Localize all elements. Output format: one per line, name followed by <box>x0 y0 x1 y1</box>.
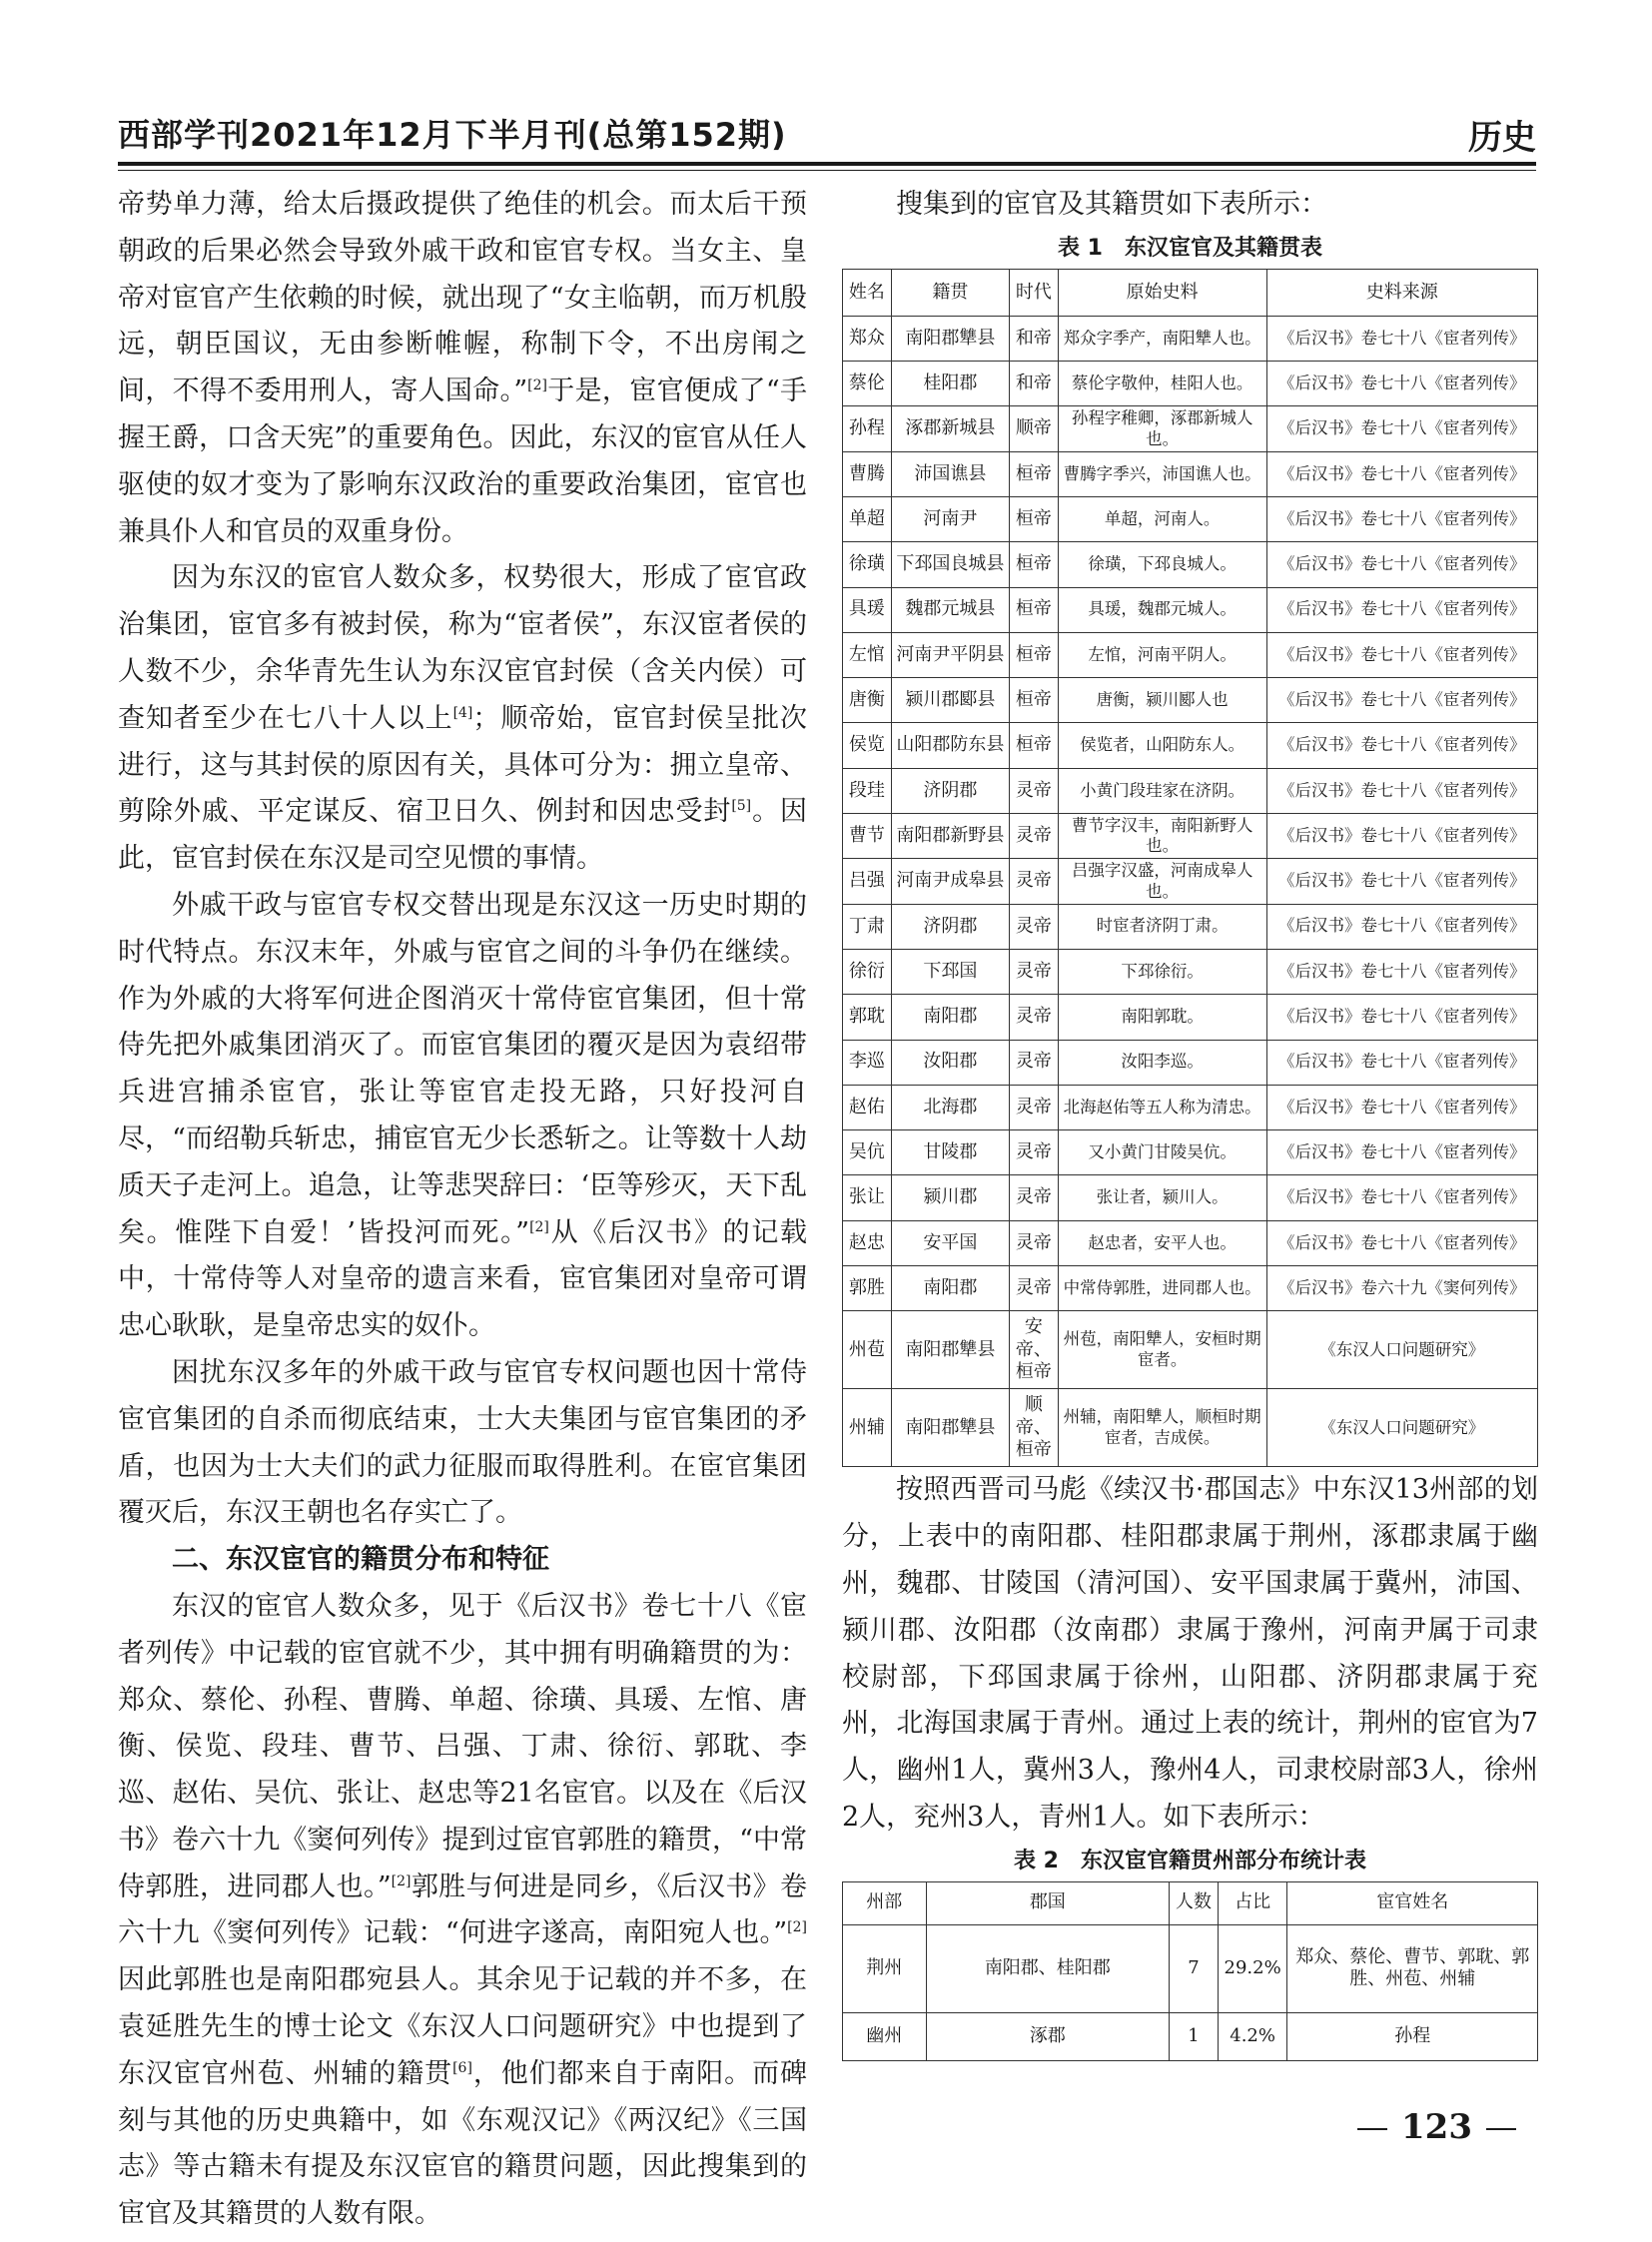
table-cell: 北海赵佑等五人称为清忠。 <box>1058 1085 1266 1129</box>
section-label: 历史 <box>1468 118 1536 158</box>
table-row <box>843 1040 1538 1085</box>
table-cell: 具瑗，魏郡元城人。 <box>1058 587 1266 632</box>
text-span: 于是，宦官便成了“手握王爵，口含天宪”的重要角色。因此，东汉的宦官从任人驱使的奴才变为了影响东汉政治的重要政治集团，宦官也兼具仆人和官员的双重身份。 <box>118 375 807 547</box>
table-cell: 丁肃 <box>843 904 892 949</box>
text-span: 外戚干政与宦官专权交替出现是东汉这一历史时期的时代特点。东汉末年，外戚与宦官之间的斗争仍在继续。作为外戚的大将军何进企图消灭十常侍宦官集团，但十常侍先把外戚集团消灭了。而宦官集团的覆灭是因为袁绍带兵进宫捕杀宦官，张让等宦官走投无路，只好投河自尽，“而绍勒兵斩忠，捕宦官无少长悉斩之。让等数十人劫质天子走河上。追急，让等悲哭辞曰：‘臣等殄灭，天下乱矣。惟陛下自爱！’皆投河而死。” <box>118 889 807 1248</box>
table-row <box>843 1130 1538 1175</box>
table-cell: 《后汉书》卷七十八《宦者列传》 <box>1266 1175 1537 1220</box>
paragraph <box>118 1584 807 2238</box>
table-cell: 《后汉书》卷七十八《宦者列传》 <box>1266 768 1537 813</box>
text-span: 郭胜与何进是同乡，《后汉书》卷六十九《窦何列传》记载：“何进字遂高，南阳宛人也。” <box>118 1870 807 1949</box>
table-cell: 灵帝 <box>1010 814 1059 859</box>
table-cell: 颍川郡 <box>891 1175 1009 1220</box>
page-number <box>1343 2107 1530 2147</box>
table-row <box>843 904 1538 949</box>
table-cell: 单超 <box>843 496 892 541</box>
table-cell: 《后汉书》卷七十八《宦者列传》 <box>1266 1220 1537 1265</box>
paragraph: 困扰东汉多年的外戚干政与宦官专权问题也因十常侍宦官集团的自杀而彻底结束，士大夫集团与宦官集团的矛盾，也因为士大夫们的武力征服而取得胜利。在宦官集团覆灭后，东汉王朝也名存实亡了。 <box>118 1356 807 1529</box>
table2 <box>842 1881 1538 2061</box>
table-cell: 灵帝 <box>1010 1266 1059 1311</box>
table-cell: 安平国 <box>891 1220 1009 1265</box>
citation: [2] <box>527 377 547 394</box>
table-cell: 又小黄门甘陵吴伉。 <box>1058 1130 1266 1175</box>
table2-caption: 表 2 东汉宦官籍贯州部分布统计表 <box>1014 1848 1366 1873</box>
citation: [2] <box>529 1218 549 1235</box>
table-cell: 下邳国良城县 <box>891 542 1009 587</box>
table-cell: 魏郡元城县 <box>891 587 1009 632</box>
table-row <box>843 632 1538 677</box>
table-cell: 灵帝 <box>1010 768 1059 813</box>
table-cell: 《后汉书》卷七十八《宦者列传》 <box>1266 542 1537 587</box>
table-cell: 灵帝 <box>1010 1130 1059 1175</box>
table-cell: 《后汉书》卷七十八《宦者列传》 <box>1266 1040 1537 1085</box>
table-cell: 桂阳郡 <box>891 362 1009 406</box>
table-cell: 汝阳李巡。 <box>1058 1040 1266 1085</box>
dash-left <box>1357 2128 1387 2130</box>
table-cell: 7 <box>1170 1924 1219 2012</box>
running-header <box>118 110 1536 158</box>
table-row <box>843 768 1538 813</box>
column-header: 人数 <box>1170 1881 1219 1924</box>
table-row <box>843 859 1538 904</box>
column-header: 姓名 <box>843 269 892 316</box>
table-row <box>843 316 1538 361</box>
table-cell: 州苞，南阳犨人，安桓时期宦者。 <box>1058 1311 1266 1389</box>
table-cell: 灵帝 <box>1010 995 1059 1040</box>
text-span: 因此郭胜也是南阳郡宛县人。其余见于记载的并不多，在袁延胜先生的博士论文《东汉人口问题研究》中也提到了东汉宦官州苞、州辅的籍贯 <box>118 1964 807 2089</box>
table-row <box>843 1389 1538 1467</box>
table-cell: 灵帝 <box>1010 1175 1059 1220</box>
table-cell: 州苞 <box>843 1311 892 1389</box>
dash-right <box>1486 2128 1516 2130</box>
table-cell: 桓帝 <box>1010 451 1059 496</box>
table-cell: 《后汉书》卷七十八《宦者列传》 <box>1266 316 1537 361</box>
column-header: 史料来源 <box>1266 269 1537 316</box>
table-row <box>843 542 1538 587</box>
table-row <box>843 496 1538 541</box>
table-cell: 桓帝 <box>1010 496 1059 541</box>
text-span: 从《后汉书》的记载中，十常侍等人对皇帝的遗言来看，宦官集团对皇帝可谓忠心耿耿，是皇帝忠实的奴仆。 <box>118 1216 808 1342</box>
table-row <box>843 1220 1538 1265</box>
table-row <box>843 949 1538 994</box>
table-cell: 1 <box>1170 2012 1219 2060</box>
table-cell: 时宦者济阴丁肃。 <box>1058 904 1266 949</box>
table-header-row <box>843 269 1538 316</box>
table-row <box>843 995 1538 1040</box>
table-cell: 《后汉书》卷七十八《宦者列传》 <box>1266 814 1537 859</box>
table-cell: 南阳郡 <box>891 1266 1009 1311</box>
header-rule-thin <box>118 170 1536 171</box>
text-span: 因为东汉的宦官人数众多，权势很大，形成了宦官政治集团，宦官多有被封侯，称为“宦者侯”，东汉宦者侯的人数不少，余华青先生认为东汉宦官封侯（含关内侯）可查知者至少在七八十人以上 <box>118 562 807 734</box>
paragraph <box>118 182 807 555</box>
table-cell: 南阳郡犨县 <box>891 1389 1009 1467</box>
table-cell: 顺帝 <box>1010 406 1059 451</box>
table-cell: 唐衡 <box>843 678 892 723</box>
table-cell: 赵忠 <box>843 1220 892 1265</box>
table-cell: 《后汉书》卷七十八《宦者列传》 <box>1266 362 1537 406</box>
paragraph <box>118 883 807 1350</box>
table-row <box>843 362 1538 406</box>
table-row <box>843 587 1538 632</box>
paragraph: 按照西晋司马彪《续汉书·郡国志》中东汉13州部的划分，上表中的南阳郡、桂阳郡隶属于荆州，涿郡隶属于幽州，魏郡、甘陵国（清河国）、安平国隶属于冀州，沛国、颍川郡、汝阳郡（汝南郡）隶属于豫州，河南尹属于司隶校尉部，下邳国隶属于徐州，山阳郡、济阴郡隶属于兖州，北海国隶属于青州。通过上表的统计，荆州的宦官为7人，幽州1人，冀州3人，豫州4人，司隶校尉部3人，徐州2人，兖州3人，青州1人。如下表所示： <box>842 1474 1538 1833</box>
table-cell: 《后汉书》卷七十八《宦者列传》 <box>1266 632 1537 677</box>
table-cell: 29.2% <box>1218 1924 1287 2012</box>
table-cell: 唐衡，颍川郾人也 <box>1058 678 1266 723</box>
table-cell: 曹腾 <box>843 451 892 496</box>
paragraph <box>118 555 807 883</box>
table-cell: 桓帝 <box>1010 587 1059 632</box>
table-cell: 李巡 <box>843 1040 892 1085</box>
page-number-text: 123 <box>1401 2107 1472 2147</box>
table-cell: 和帝 <box>1010 362 1059 406</box>
table-cell: 沛国谯县 <box>891 451 1009 496</box>
header-rule <box>118 162 1536 166</box>
table-cell: 赵忠者，安平人也。 <box>1058 1220 1266 1265</box>
citation: [5] <box>731 798 752 815</box>
table-row <box>843 451 1538 496</box>
table-cell: 灵帝 <box>1010 1220 1059 1265</box>
table-cell: 张让者，颍川人。 <box>1058 1175 1266 1220</box>
table-cell: 颍川郡郾县 <box>891 678 1009 723</box>
column-header: 籍贯 <box>891 269 1009 316</box>
table-cell: 赵佑 <box>843 1085 892 1129</box>
table-cell: 桓帝 <box>1010 632 1059 677</box>
table-cell: 州辅，南阳犨人，顺桓时期宦者，吉成侯。 <box>1058 1389 1266 1467</box>
table-cell: 顺帝、桓帝 <box>1010 1389 1059 1467</box>
table-cell: 南阳郡犨县 <box>891 1311 1009 1389</box>
table-cell: 曹节字汉丰，南阳新野人也。 <box>1058 814 1266 859</box>
table-cell: 段珪 <box>843 768 892 813</box>
table-cell: 徐璜 <box>843 542 892 587</box>
column-header: 时代 <box>1010 269 1059 316</box>
table-cell: 河南尹平阴县 <box>891 632 1009 677</box>
citation: [4] <box>452 704 473 721</box>
table-row <box>843 1311 1538 1389</box>
table-cell: 桓帝 <box>1010 723 1059 768</box>
table-cell: 安帝、桓帝 <box>1010 1311 1059 1389</box>
table-cell: 涿郡 <box>926 2012 1170 2060</box>
table-cell: 《后汉书》卷七十八《宦者列传》 <box>1266 723 1537 768</box>
table-row <box>843 1085 1538 1129</box>
table-row <box>843 1175 1538 1220</box>
table-row <box>843 1266 1538 1311</box>
table-cell: 郭耽 <box>843 995 892 1040</box>
table-cell: 蔡伦 <box>843 362 892 406</box>
table2-body <box>843 1924 1538 2060</box>
table-cell: 北海郡 <box>891 1085 1009 1129</box>
table-cell: 灵帝 <box>1010 904 1059 949</box>
table-cell: 郑众字季产，南阳犨人也。 <box>1058 316 1266 361</box>
table-cell: 汝阳郡 <box>891 1040 1009 1085</box>
table-cell: 和帝 <box>1010 316 1059 361</box>
column-header: 原始史料 <box>1058 269 1266 316</box>
column-header: 郡国 <box>926 1881 1170 1924</box>
table-cell: 《东汉人口问题研究》 <box>1266 1389 1537 1467</box>
table-cell: 《后汉书》卷七十八《宦者列传》 <box>1266 678 1537 723</box>
table-cell: 张让 <box>843 1175 892 1220</box>
text-span: ；顺帝始，宦官封侯呈批次进行，这与其封侯的原因有关，具体可分为：拥立皇帝、剪除外戚、平定谋反、宿卫日久、例封和因忠受封 <box>118 702 808 828</box>
citation: [6] <box>452 2059 472 2076</box>
table-cell: 《后汉书》卷七十八《宦者列传》 <box>1266 406 1537 451</box>
text-span: 。因此，宦官封侯在东汉是司空见惯的事情。 <box>118 796 808 875</box>
paragraph: 搜集到的宦官及其籍贯如下表所示： <box>896 189 1327 220</box>
table-cell: 《后汉书》卷七十八《宦者列传》 <box>1266 587 1537 632</box>
table-cell: 济阴郡 <box>891 904 1009 949</box>
table-cell: 《后汉书》卷七十八《宦者列传》 <box>1266 949 1537 994</box>
table-cell: 左悺 <box>843 632 892 677</box>
table-cell: 郭胜 <box>843 1266 892 1311</box>
table-cell: 下邳国 <box>891 949 1009 994</box>
table-cell: 《后汉书》卷七十八《宦者列传》 <box>1266 904 1537 949</box>
table-cell: 幽州 <box>843 2012 927 2060</box>
text-span: ，他们都来自于南阳。而碑刻与其他的历史典籍中，如《东观汉记》《两汉纪》《三国志》等古籍未有提及东汉宦官的籍贯问题，因此搜集到的宦官及其籍贯的人数有限。 <box>118 2057 807 2230</box>
table-cell: 河南尹 <box>891 496 1009 541</box>
table-cell: 孙程 <box>1287 2012 1538 2060</box>
table-cell: 灵帝 <box>1010 1085 1059 1129</box>
table-cell: 南阳郡、桂阳郡 <box>926 1924 1170 2012</box>
table-row <box>843 723 1538 768</box>
table-cell: 桓帝 <box>1010 542 1059 587</box>
table-cell: 具瑗 <box>843 587 892 632</box>
table-cell: 山阳郡防东县 <box>891 723 1009 768</box>
table-cell: 4.2% <box>1218 2012 1287 2060</box>
table-cell: 灵帝 <box>1010 1040 1059 1085</box>
table-cell: 南阳郭耽。 <box>1058 995 1266 1040</box>
table-cell: 侯览者，山阳防东人。 <box>1058 723 1266 768</box>
citation: [2] <box>787 1919 807 1936</box>
table-cell: 单超，河南人。 <box>1058 496 1266 541</box>
table-cell: 徐璜，下邳良城人。 <box>1058 542 1266 587</box>
table-cell: 南阳郡新野县 <box>891 814 1009 859</box>
table-cell: 荆州 <box>843 1924 927 2012</box>
table-row <box>843 2012 1538 2060</box>
table-row <box>843 678 1538 723</box>
text-span: 帝势单力薄，给太后摄政提供了绝佳的机会。而太后干预朝政的后果必然会导致外戚干政和宦官专权。当女主、皇帝对宦官产生依赖的时候，就出现了“女主临朝，而万机殷远，朝臣国议，无由参断帷幄，称制下令，不出房闱之间，不得不委用刑人，寄人国命。” <box>118 189 807 407</box>
table-cell: 《后汉书》卷七十八《宦者列传》 <box>1266 995 1537 1040</box>
table-cell: 灵帝 <box>1010 949 1059 994</box>
table-row <box>843 1924 1538 2012</box>
table-cell: 吕强字汉盛，河南成皋人也。 <box>1058 859 1266 904</box>
table-cell: 侯览 <box>843 723 892 768</box>
table-cell: 孙程 <box>843 406 892 451</box>
table-cell: 蔡伦字敬仲，桂阳人也。 <box>1058 362 1266 406</box>
table1-body <box>843 316 1538 1467</box>
column-header: 州部 <box>843 1881 927 1924</box>
column-header: 占比 <box>1218 1881 1287 1924</box>
table-cell: 南阳郡犨县 <box>891 316 1009 361</box>
table-cell: 南阳郡 <box>891 995 1009 1040</box>
table-cell: 桓帝 <box>1010 678 1059 723</box>
table-row <box>843 406 1538 451</box>
right-column <box>842 182 1538 2061</box>
table-cell: 济阴郡 <box>891 768 1009 813</box>
table-cell: 涿郡新城县 <box>891 406 1009 451</box>
table-cell: 吴伉 <box>843 1130 892 1175</box>
citation: [2] <box>391 1872 412 1889</box>
table-cell: 甘陵郡 <box>891 1130 1009 1175</box>
table-cell: 郑众 <box>843 316 892 361</box>
table-cell: 左悺，河南平阴人。 <box>1058 632 1266 677</box>
table-cell: 州辅 <box>843 1389 892 1467</box>
table-cell: 徐衍 <box>843 949 892 994</box>
table-cell: 孙程字稚卿，涿郡新城人也。 <box>1058 406 1266 451</box>
table-cell: 《后汉书》卷七十八《宦者列传》 <box>1266 1130 1537 1175</box>
table-cell: 吕强 <box>843 859 892 904</box>
table-cell: 下邳徐衍。 <box>1058 949 1266 994</box>
table-cell: 小黄门段珪家在济阴。 <box>1058 768 1266 813</box>
table-cell: 郑众、蔡伦、曹节、郭耽、郭胜、州苞、州辅 <box>1287 1924 1538 2012</box>
column-header: 宦官姓名 <box>1287 1881 1538 1924</box>
table-cell: 《后汉书》卷六十九《窦何列传》 <box>1266 1266 1537 1311</box>
journal-title: 西部学刊2021年12月下半月刊(总第152期) <box>118 116 787 154</box>
table-cell: 《东汉人口问题研究》 <box>1266 1311 1537 1389</box>
table1 <box>842 269 1538 1468</box>
table-cell: 曹腾字季兴，沛国谯人也。 <box>1058 451 1266 496</box>
table-cell: 《后汉书》卷七十八《宦者列传》 <box>1266 1085 1537 1129</box>
table-cell: 《后汉书》卷七十八《宦者列传》 <box>1266 859 1537 904</box>
table1-caption: 表 1 东汉宦官及其籍贯表 <box>1058 235 1322 261</box>
table-cell: 河南尹成皋县 <box>891 859 1009 904</box>
table-cell: 灵帝 <box>1010 859 1059 904</box>
table-cell: 《后汉书》卷七十八《宦者列传》 <box>1266 451 1537 496</box>
left-column <box>118 182 807 2238</box>
table-header-row <box>843 1881 1538 1924</box>
table-cell: 中常侍郭胜，进同郡人也。 <box>1058 1266 1266 1311</box>
table-row <box>843 814 1538 859</box>
table-cell: 《后汉书》卷七十八《宦者列传》 <box>1266 496 1537 541</box>
text-span: 东汉的宦官人数众多，见于《后汉书》卷七十八《宦者列传》中记载的宦官就不少，其中拥有明确籍贯的为：郑众、蔡伦、孙程、曹腾、单超、徐璜、具瑗、左悺、唐衡、侯览、段珪、曹节、吕强、丁肃、徐衍、郭耽、李巡、赵佑、吴伉、张让、赵忠等21名宦官。以及在《后汉书》卷六十九《窦何列传》提到过宦官郭胜的籍贯，“中常侍郭胜，进同郡人也。” <box>118 1590 807 1902</box>
table-cell: 曹节 <box>843 814 892 859</box>
section-heading: 二、东汉宦官的籍贯分布和特征 <box>172 1544 549 1576</box>
